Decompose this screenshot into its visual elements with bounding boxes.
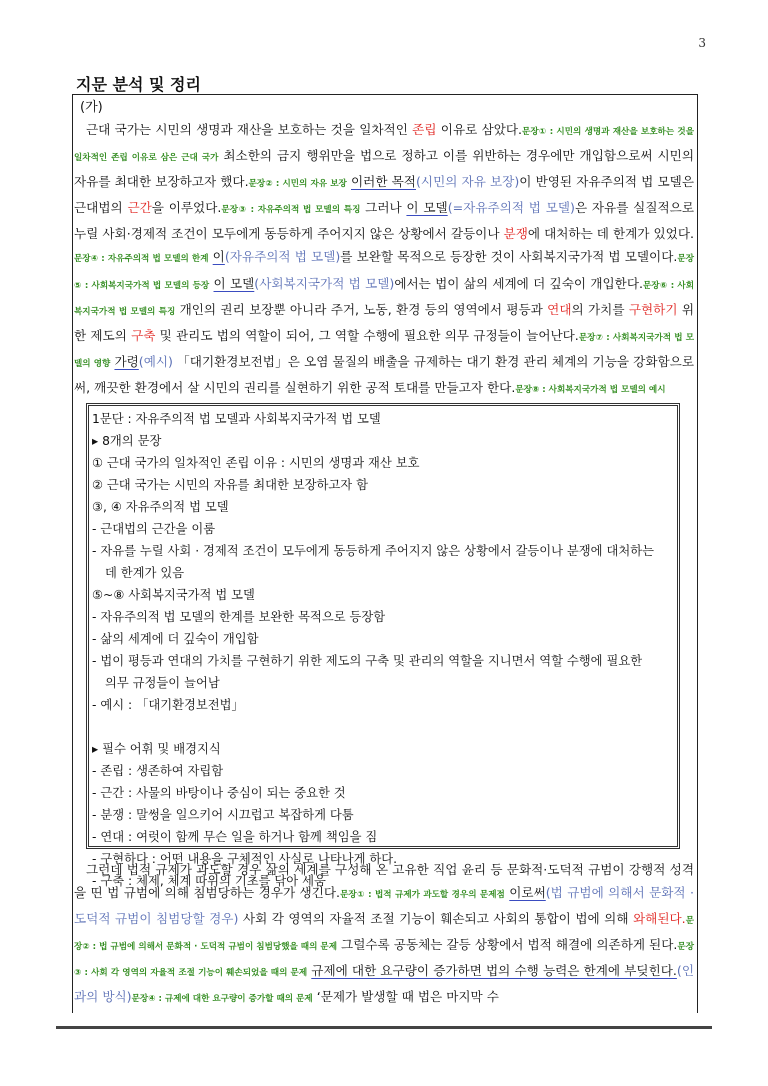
summary-line: - 근대법의 근간을 이룸 xyxy=(92,522,216,536)
key-term: 근간 xyxy=(127,200,152,216)
summary-line: - 근간 : 사물의 바탕이나 중심이 되는 중요한 것 xyxy=(92,786,346,800)
annotation: (예시) xyxy=(138,353,173,369)
footer-rule xyxy=(56,1026,712,1029)
key-term: 연대 xyxy=(547,301,572,317)
key-term: 와해된다. xyxy=(633,911,686,927)
text-run: 이 반영된 자유주의적 법 모델은 근대법의 xyxy=(74,174,694,216)
summary-line: - 구축 : 체제, 체계 따위의 기초를 닦아 세움 xyxy=(92,874,326,888)
text-run: 에 대처하는 데 한계가 있었다. xyxy=(527,226,694,242)
text-run: 를 보완할 목적으로 등장한 것이 사회복지국가적 법 모델이다. xyxy=(340,249,678,265)
summary-line: ③, ④ 자유주의적 법 모델 xyxy=(92,500,229,514)
text-run: 그러나 xyxy=(360,200,407,216)
text-run: 의 가치를 xyxy=(571,301,629,317)
summary-line: ② 근대 국가는 시민의 자유를 최대한 보장하고자 함 xyxy=(92,478,368,492)
summary-line: ▸ 필수 어휘 및 배경지식 xyxy=(92,742,221,756)
paragraph-1-text xyxy=(74,122,694,395)
underlined-phrase: 이 모델 xyxy=(213,275,255,291)
text-run: 그럴수록 공동체는 갈등 상황에서 법적 해결에 의존하게 된다. xyxy=(337,937,678,953)
underlined-phrase: 이러한 목적 xyxy=(351,174,416,190)
summary-line: ① 근대 국가의 일차적인 존립 이유 : 시민의 생명과 재산 보호 xyxy=(92,456,420,470)
text-run: 을 이루었다. xyxy=(151,200,222,216)
key-term: 존립 xyxy=(412,122,437,137)
section-title: 지문 분석 및 정리 xyxy=(76,75,201,94)
underlined-phrase: 규제에 대한 요구량이 증가하면 법의 수행 능력은 한계에 부딪힌다. xyxy=(311,963,677,979)
sentence-note: 문장② : 시민의 자유 보장 xyxy=(248,179,347,190)
sentence-note: 문장③ : 자유주의적 법 모델의 특징 xyxy=(221,205,361,216)
text-run: 에서는 법이 삶의 세계에 더 깊숙이 개입한다. xyxy=(394,275,643,291)
summary-line: 의무 규정들이 늘어남 xyxy=(105,676,220,690)
annotation: (사회복지국가적 법 모델) xyxy=(254,275,395,291)
summary-line: ⑤~⑧ 사회복지국가적 법 모델 xyxy=(92,588,255,602)
paragraph-2 xyxy=(74,858,694,1012)
text-run: 「대기환경보전법」은 오염 물질의 배출을 규제하는 대기 환경 관리 체계의 기능을 강화함으로써, 깨끗한 환경에서 살 시민의 권리를 실현하기 위한 공적 토대를 만들고자 한다. xyxy=(74,353,694,395)
sentence-note: 문장⑧ : 사회복지국가적 법 모델의 예시 xyxy=(515,384,666,395)
sentence-note: 문장① : 법적 규제가 과도할 경우의 문제점 xyxy=(340,890,505,901)
sentence-note: 문장⑥ : 사회복지국가적 법 모델의 특징 xyxy=(74,280,694,317)
text-run: 이유로 삼았다. xyxy=(436,122,523,137)
summary-line: - 구현하다 : 어떤 내용을 구체적인 사실로 나타나게 하다. xyxy=(92,852,398,866)
text-run: ‘문제가 발생할 때 법은 마지막 수 xyxy=(312,989,499,1005)
summary-line xyxy=(92,716,673,738)
text-run: 개인의 권리 보장뿐 아니라 주거, 노동, 환경 등의 영역에서 평등과 xyxy=(175,301,548,317)
sentence-note: 문장④ : 규제에 대한 요구량이 증가할 때의 문제 xyxy=(131,994,313,1005)
annotation: (법 규범에 의해서 문화적 · 도덕적 규범이 침범당할 경우) xyxy=(74,885,694,927)
summary-line: - 자유주의적 법 모델의 한계를 보완한 목적으로 등장함 xyxy=(92,610,386,624)
sentence-note: 문장⑦ : 사회복지국가적 법 모델의 영향 xyxy=(74,332,695,369)
annotation: (인과의 방식) xyxy=(74,963,694,1005)
text-run: 사회 각 영역의 자율적 조절 기능이 훼손되고 사회의 통합이 법에 의해 xyxy=(238,911,634,927)
text-run: 그런데 법적 규제가 과도할 경우 삶의 세계를 구성해 온 고유한 직업 윤리 등 문화적·도덕적 규범이 강행적 성격을 띤 법 규범에 의해 침범당하는 경우가 생긴다. xyxy=(74,862,694,901)
summary-line: 데 한계가 있음 xyxy=(105,566,185,580)
summary-line: - 존립 : 생존하여 자립함 xyxy=(92,764,224,778)
sentence-note: 문장⑤ : 사회복지국가적 법 모델의 등장 xyxy=(74,254,694,291)
paragraph-2-text xyxy=(74,862,694,1004)
page-number: 3 xyxy=(698,36,706,50)
text-run: 및 관리도 법의 역할이 되어, 그 역할 수행에 필요한 의무 규정들이 늘어난다. xyxy=(155,327,579,343)
text-run: 위한 제도의 xyxy=(74,301,695,343)
passage-label: (가) xyxy=(80,100,103,115)
paragraph-1 xyxy=(74,118,694,402)
text-run: 근대 국가는 시민의 생명과 재산을 보호하는 것을 일차적인 xyxy=(86,122,413,137)
text-run: 은 자유를 실질적으로 누릴 사회·경제적 조건이 모두에게 동등하게 주어지지 않은 상황에서 갈등이나 xyxy=(74,200,694,242)
sentence-note: 문장④ : 자유주의적 법 모델의 한계 xyxy=(74,254,209,265)
sentence-note: 문장② : 법 규범에 의해서 문화적 · 도덕적 규범이 침범당했을 때의 문제 xyxy=(74,916,694,953)
underlined-phrase: 가령 xyxy=(114,353,139,369)
underlined-phrase: 이 xyxy=(212,249,225,265)
sentence-note: 문장① : 시민의 생명과 재산을 보호하는 것을 일차적인 존립 이유로 삼은 근대 국가 xyxy=(74,127,694,164)
summary-line: - 삶의 세계에 더 깊숙이 개입함 xyxy=(92,632,259,646)
underlined-phrase: 이로써 xyxy=(509,885,546,901)
key-term: 구현하기 xyxy=(628,301,678,317)
summary-line: - 예시 : 「대기환경보전법」 xyxy=(92,698,244,712)
summary-line: - 분쟁 : 말썽을 일으키어 시끄럽고 복잡하게 다툼 xyxy=(92,808,354,822)
text-run: 최소한의 금지 행위만을 법으로 정하고 이를 위반하는 경우에만 개입함으로써 시민의 자유를 최대한 보장하고자 했다. xyxy=(74,148,695,190)
annotation: (=자유주의적 법 모델) xyxy=(447,200,575,216)
key-term: 분쟁 xyxy=(503,226,528,242)
annotation: (자유주의적 법 모델) xyxy=(224,249,341,265)
key-term: 구축 xyxy=(131,327,156,343)
summary-line: ▸ 8개의 문장 xyxy=(92,434,162,448)
summary-line: - 연대 : 여럿이 함께 무슨 일을 하거나 함께 책임을 짐 xyxy=(92,830,378,844)
underlined-phrase: 이 모델 xyxy=(406,200,448,216)
summary-line: 1문단 : 자유주의적 법 모델과 사회복지국가적 법 모델 xyxy=(92,412,381,426)
summary-line: - 자유를 누릴 사회 · 경제적 조건이 모두에게 동등하게 주어지지 않은 상황에서 갈등이나 분쟁에 대처하는 xyxy=(92,544,654,558)
sentence-note: 문장③ : 사회 각 영역의 자율적 조절 기능이 훼손되었을 때의 문제 xyxy=(74,942,694,979)
annotation: (시민의 자유 보장) xyxy=(415,174,520,190)
summary-line: - 법이 평등과 연대의 가치를 구현하기 위한 제도의 구축 및 관리의 역할을 지니면서 역할 수행에 필요한 xyxy=(92,654,643,668)
